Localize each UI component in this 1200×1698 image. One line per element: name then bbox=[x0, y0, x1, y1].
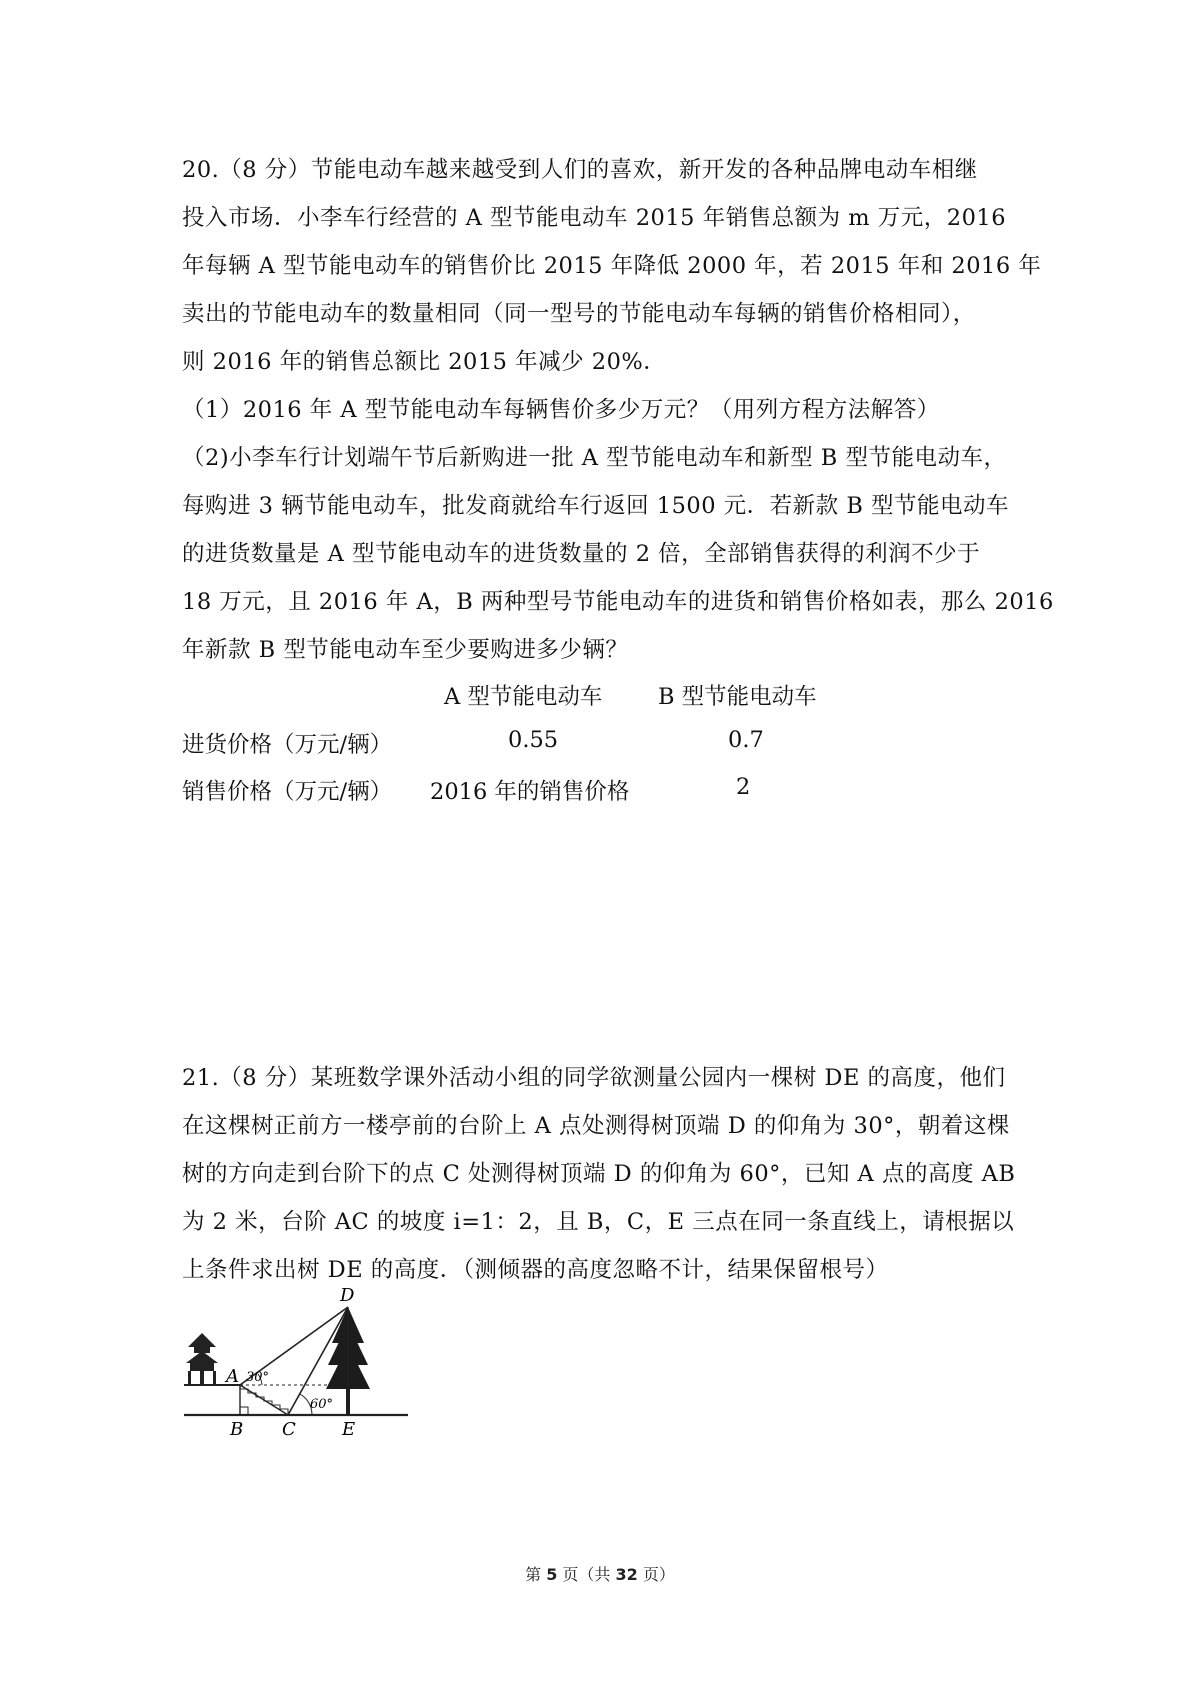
right-angle-b bbox=[240, 1407, 248, 1415]
footer-page-number: 5 bbox=[546, 1565, 558, 1584]
q20-part2: （2)小李车行计划端午节后新购进一批 A 型节能电动车和新型 B 型节能电动车， bbox=[182, 445, 1007, 471]
footer-total-pages: 32 bbox=[615, 1565, 638, 1584]
q20-line: 20.（8 分）节能电动车越来越受到人们的喜欢，新开发的各种品牌电动车相继 bbox=[182, 157, 978, 183]
slope-ac bbox=[240, 1385, 288, 1415]
q21-line: 为 2 米，台阶 AC 的坡度 i=1：2，且 B，C，E 三点在同一条直线上，请根据以 bbox=[182, 1209, 1015, 1235]
q20-line: 每购进 3 辆节能电动车，批发商就给车行返回 1500 元．若新款 B 型节能电动车 bbox=[182, 493, 1010, 519]
table-cell-a: 2016 年的销售价格 bbox=[430, 779, 630, 805]
table-cell-b: 0.7 bbox=[728, 727, 764, 753]
angle-label-a: 30° bbox=[246, 1370, 270, 1385]
footer-middle: 页（共 bbox=[557, 1565, 616, 1584]
table-header-row bbox=[182, 679, 1082, 711]
q20-line: 18 万元，且 2016 年 A，B 两种型号节能电动车的进货和销售价格如表，那么 2016 bbox=[182, 589, 1054, 615]
pavilion-icon bbox=[186, 1333, 218, 1385]
table-row bbox=[182, 727, 1082, 759]
question-20 bbox=[182, 146, 1054, 674]
q20-line: 年每辆 A 型节能电动车的销售价比 2015 年降低 2000 年，若 2015 年和 2016 年 bbox=[182, 253, 1042, 279]
page-footer bbox=[0, 1562, 1200, 1585]
footer-prefix: 第 bbox=[525, 1565, 547, 1584]
q20-line: 卖出的节能电动车的数量相同（同一型号的节能电动车每辆的销售价格相同）， bbox=[182, 301, 976, 327]
label-e: E bbox=[342, 1419, 356, 1440]
table-header-a: A 型节能电动车 bbox=[444, 684, 603, 710]
label-b: B bbox=[230, 1419, 244, 1440]
q20-part1: （1）2016 年 A 型节能电动车每辆售价多少万元？（用列方程方法解答） bbox=[182, 397, 940, 423]
label-d: D bbox=[340, 1285, 355, 1306]
table-header-b: B 型节能电动车 bbox=[658, 684, 817, 710]
table-row-label: 进货价格（万元/辆） bbox=[182, 732, 393, 758]
table-cell-b: 2 bbox=[736, 774, 751, 800]
label-c: C bbox=[282, 1419, 296, 1440]
label-a: A bbox=[226, 1366, 239, 1387]
question-21 bbox=[182, 1054, 1027, 1294]
table-row bbox=[182, 774, 1082, 806]
table-row-label: 销售价格（万元/辆） bbox=[182, 779, 393, 805]
q21-line: 21.（8 分）某班数学课外活动小组的同学欲测量公园内一棵树 DE 的高度，他们 bbox=[182, 1065, 1006, 1091]
q20-line: 的进货数量是 A 型节能电动车的进货数量的 2 倍，全部销售获得的利润不少于 bbox=[182, 541, 981, 567]
q21-line: 在这棵树正前方一楼亭前的台阶上 A 点处测得树顶端 D 的仰角为 30°，朝着这棵 bbox=[182, 1113, 1010, 1139]
table-cell-a: 0.55 bbox=[508, 727, 559, 753]
footer-suffix: 页） bbox=[637, 1565, 675, 1584]
geometry-figure bbox=[182, 1285, 412, 1440]
angle-label-c: 60° bbox=[310, 1397, 334, 1412]
q20-line: 则 2016 年的销售总额比 2015 年减少 20%． bbox=[182, 349, 667, 375]
q21-line: 上条件求出树 DE 的高度．（测倾器的高度忽略不计，结果保留根号） bbox=[182, 1257, 889, 1283]
q20-line: 年新款 B 型节能电动车至少要购进多少辆？ bbox=[182, 637, 629, 663]
q20-line: 投入市场．小李车行经营的 A 型节能电动车 2015 年销售总额为 m 万元，2016 bbox=[182, 205, 1007, 231]
q21-line: 树的方向走到台阶下的点 C 处测得树顶端 D 的仰角为 60°，已知 A 点的高度 AB bbox=[182, 1161, 1016, 1187]
